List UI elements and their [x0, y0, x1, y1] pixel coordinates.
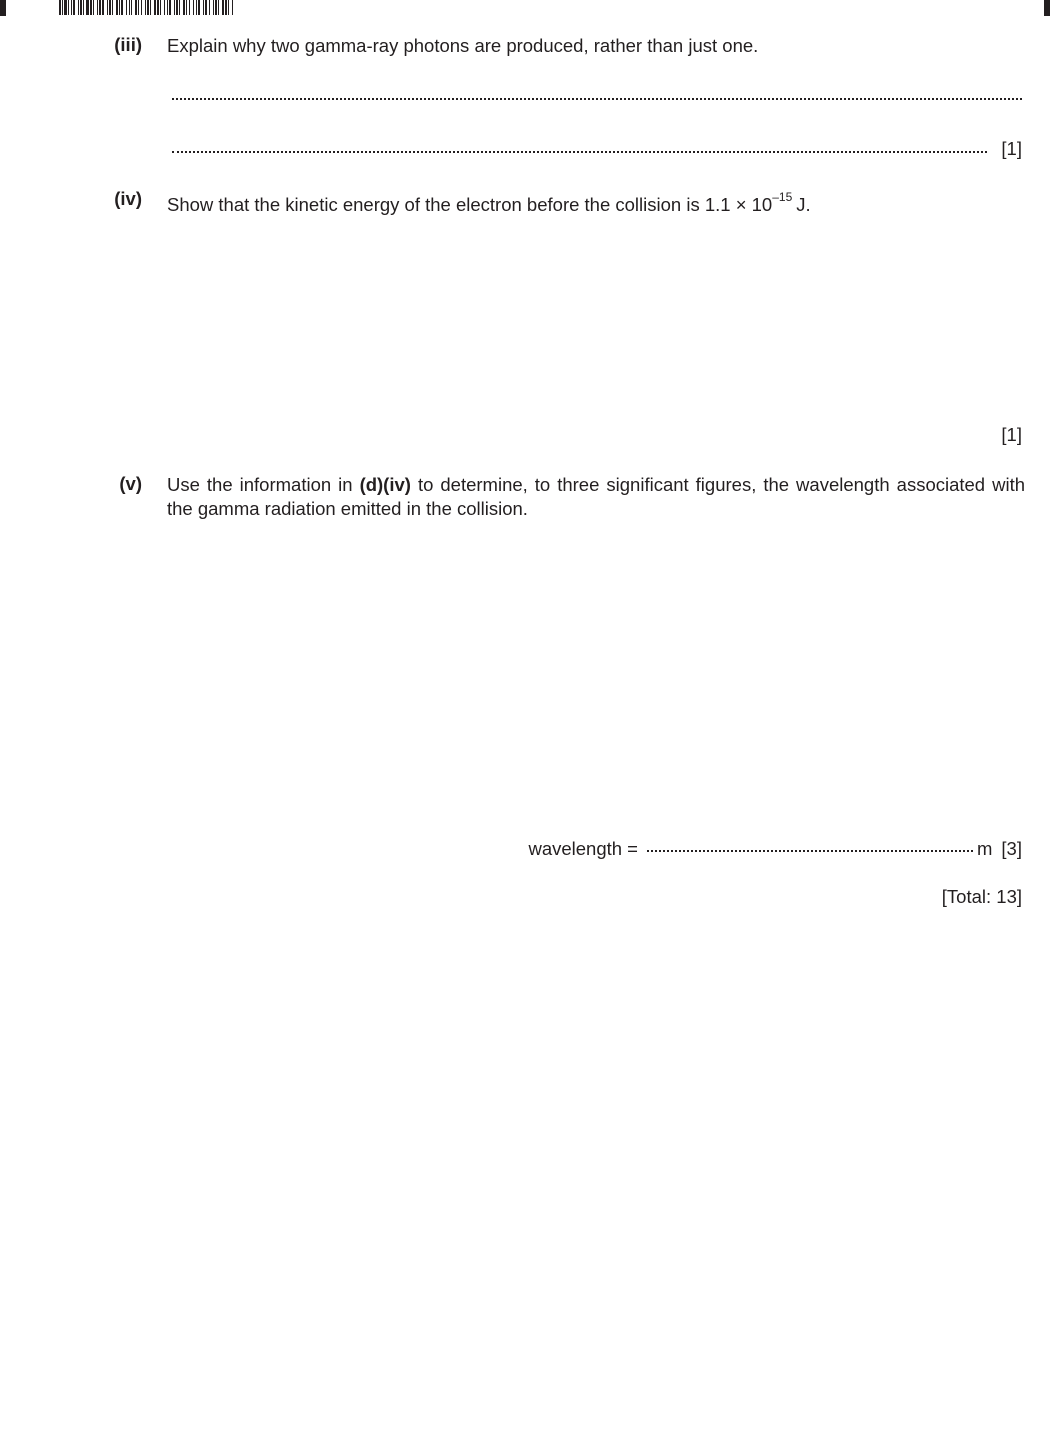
exponent: –15	[772, 190, 793, 204]
total-marks: [Total: 13]	[941, 886, 1022, 907]
question-text-v-start: Use the information in	[167, 474, 360, 495]
question-text-iv	[167, 188, 1025, 217]
marks-v: [3]	[1001, 838, 1022, 859]
question-number-iv: (iv)	[114, 188, 142, 209]
wavelength-answer-row	[528, 838, 1022, 860]
question-text-iii: Explain why two gamma-ray photons are produced, rather than just one.	[167, 35, 759, 56]
page-barcode	[59, 0, 234, 15]
answer-line-1[interactable]	[172, 98, 1022, 100]
marks-iii: [1]	[1001, 138, 1022, 159]
question-text-v	[167, 473, 1025, 521]
answer-unit: m	[977, 838, 993, 859]
answer-label: wavelength =	[528, 838, 638, 859]
registration-mark-right	[1044, 0, 1050, 16]
registration-mark-left	[0, 0, 6, 16]
unit: J.	[796, 194, 811, 216]
wavelength-answer-field[interactable]	[647, 850, 973, 852]
question-number-iii: (iii)	[114, 34, 142, 55]
question-number-v: (v)	[119, 473, 142, 494]
answer-line-2[interactable]	[172, 151, 987, 153]
question-text-v-end: to determine, to three significant figures, the wavelength associated with the gamma radiation emitted in the collision.	[167, 474, 1026, 519]
question-reference: (d)(iv)	[359, 474, 411, 495]
marks-iv: [1]	[1001, 424, 1022, 445]
question-text-iv-main: Show that the kinetic energy of the electron before the collision is 1.1 × 10	[167, 194, 773, 216]
